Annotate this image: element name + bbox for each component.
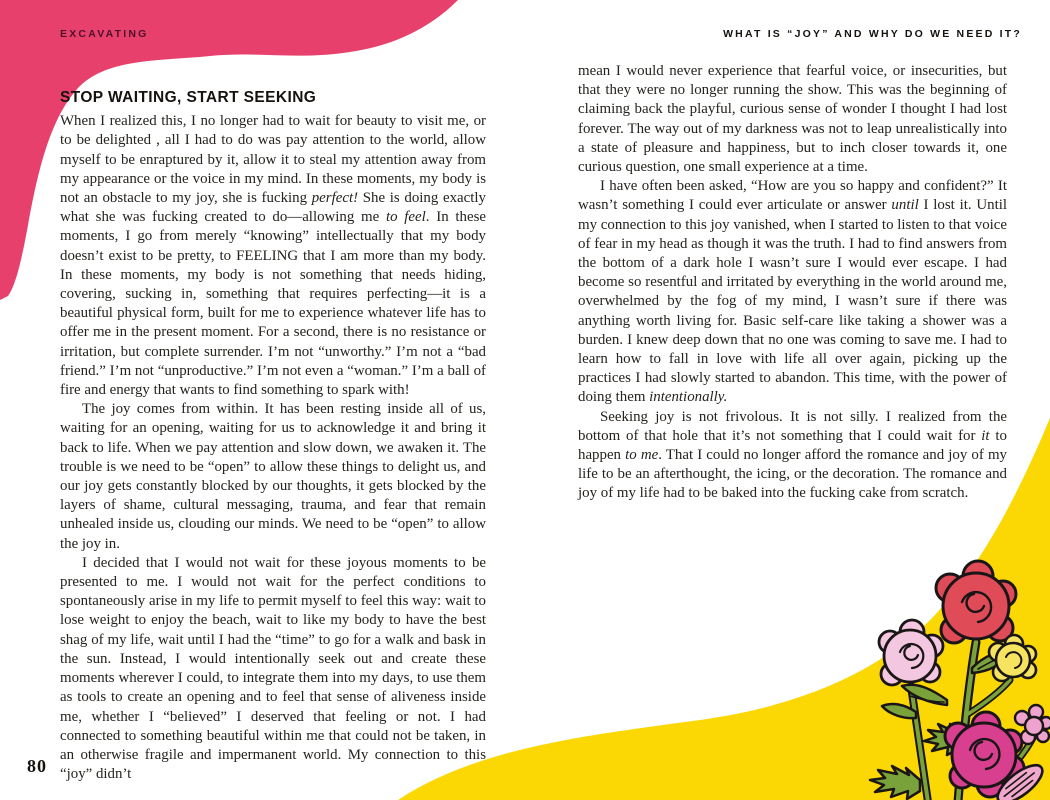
page-number: 80 [27, 756, 47, 776]
paragraph: Seeking joy is not frivolous. It is not silly. I realized from the bottom of that hole that it’s not something that I could wait for it to happen to me. That I could no longer afford the romance and joy of my life to be an afterthought, the icing, or the decoration. The romance and joy of my life had to be baked into the fucking cake from scratch. [578, 408, 1007, 502]
paragraph: I have often been asked, “How are you so happy and confident?” It wasn’t something I could ever articulate or answer until I lost it. Until my connection to this joy vanished, when I started to listen to that voice of fear in my head as though it was the truth. I had to find answers from the bottom of a dark hole I wasn’t sure I would ever escape. I had become so resentful and irritated by everything in the world around me, overwhelmed by the fog of my mind, I wasn’t sure if there was anything worth living for. Basic self-care like taking a shower was a burden. I knew deep down that no one was coming to save me. I had to learn how to fall in love with life all over again, picking up the practices I had slowly started to abandon. This time, with the power of doing them intentionally. [578, 178, 1007, 406]
paragraph: The joy comes from within. It has been resting inside all of us, waiting for an opening, waiting for us to acknowledge it and bring it back to life. When we pay attention and slow down, we awaken it. The trouble is we need to be “open” to allow these things to delight us, and our joy gets constantly blocked by our thoughts, it gets blocked by the layers of shame, cultural messaging, trauma, and fear that remain unhealed inside us, clouding our minds. We need to be “open” to allow the joy in. [60, 401, 486, 552]
yellow-flower [989, 635, 1036, 681]
section-heading: STOP WAITING, START SEEKING [60, 89, 317, 106]
left-page-text-column [60, 88, 486, 784]
paragraph: I decided that I would not wait for these joyous moments to be presented to me. I would not wait for the perfect conditions to spontaneously arise in my life to permit myself to feel this way: wait to lose weight to enjoy the beach, wait to like my body to have the best shag of my life, wait until I had the “time” to go for a walk and bask in the sun. Instead, I would intentionally seek out and create these moments wherever I could, to integrate them into my days, to use them as tools to create an opening and to feel that sense of aliveness inside me, whether I “believed” I deserved that feeling or not. I had connected to something beautiful within me that could not be taken, in an otherwise fragile and impermanent world. My connection to this “joy” didn’t [60, 554, 486, 783]
running-header-right: WHAT IS “JOY” AND WHY DO WE NEED IT? [723, 28, 1022, 40]
light-pink-rose [879, 620, 943, 685]
right-page-text-column [578, 62, 1007, 504]
running-header-left: EXCAVATING [60, 28, 149, 40]
paragraph: When I realized this, I no longer had to wait for beauty to visit me, or to be delighted , all I had to do was pay attention to the world, allow myself to be enraptured by it, allow it to steal my attention away from my appearance or the voice in my mind. In these moments, my body is not an obstacle to my joy, she is fucking perfect! She is doing exactly what she was fucking created to do—allowing me to feel. In these moments, I go from merely “knowing” intellectually that my body doesn’t exist to be pretty, to FEELING that I am more than my body. In these moments, my body is not something that needs hiding, covering, sucking in, something that requires perfecting—it is a beautiful physical form, built for me to experience whatever life has to offer me in the present moment. For a second, there is no resistance or irritation, but complete surrender. I’m not “unworthy.” I’m not a “bad friend.” I’m not “unproductive.” I’m not even a “woman.” I’m a ball of fire and energy that wants to find something to spark with! [60, 113, 486, 399]
red-rose [936, 561, 1016, 643]
blush-flower [1015, 705, 1050, 744]
right-page-paragraphs [578, 62, 1007, 504]
rose-bouquet-illustration [850, 540, 1050, 800]
left-page-paragraphs [60, 112, 486, 784]
paragraph: mean I would never experience that fearful voice, or insecurities, but that they were no longer running the show. This was the beginning of claiming back the playful, curious sense of wonder I thought I had lost forever. The way out of my darkness was not to leap unrealistically into a state of pleasure and happiness, but to inch closer towards it, one curious question, one small experience at a time. [578, 63, 1007, 176]
